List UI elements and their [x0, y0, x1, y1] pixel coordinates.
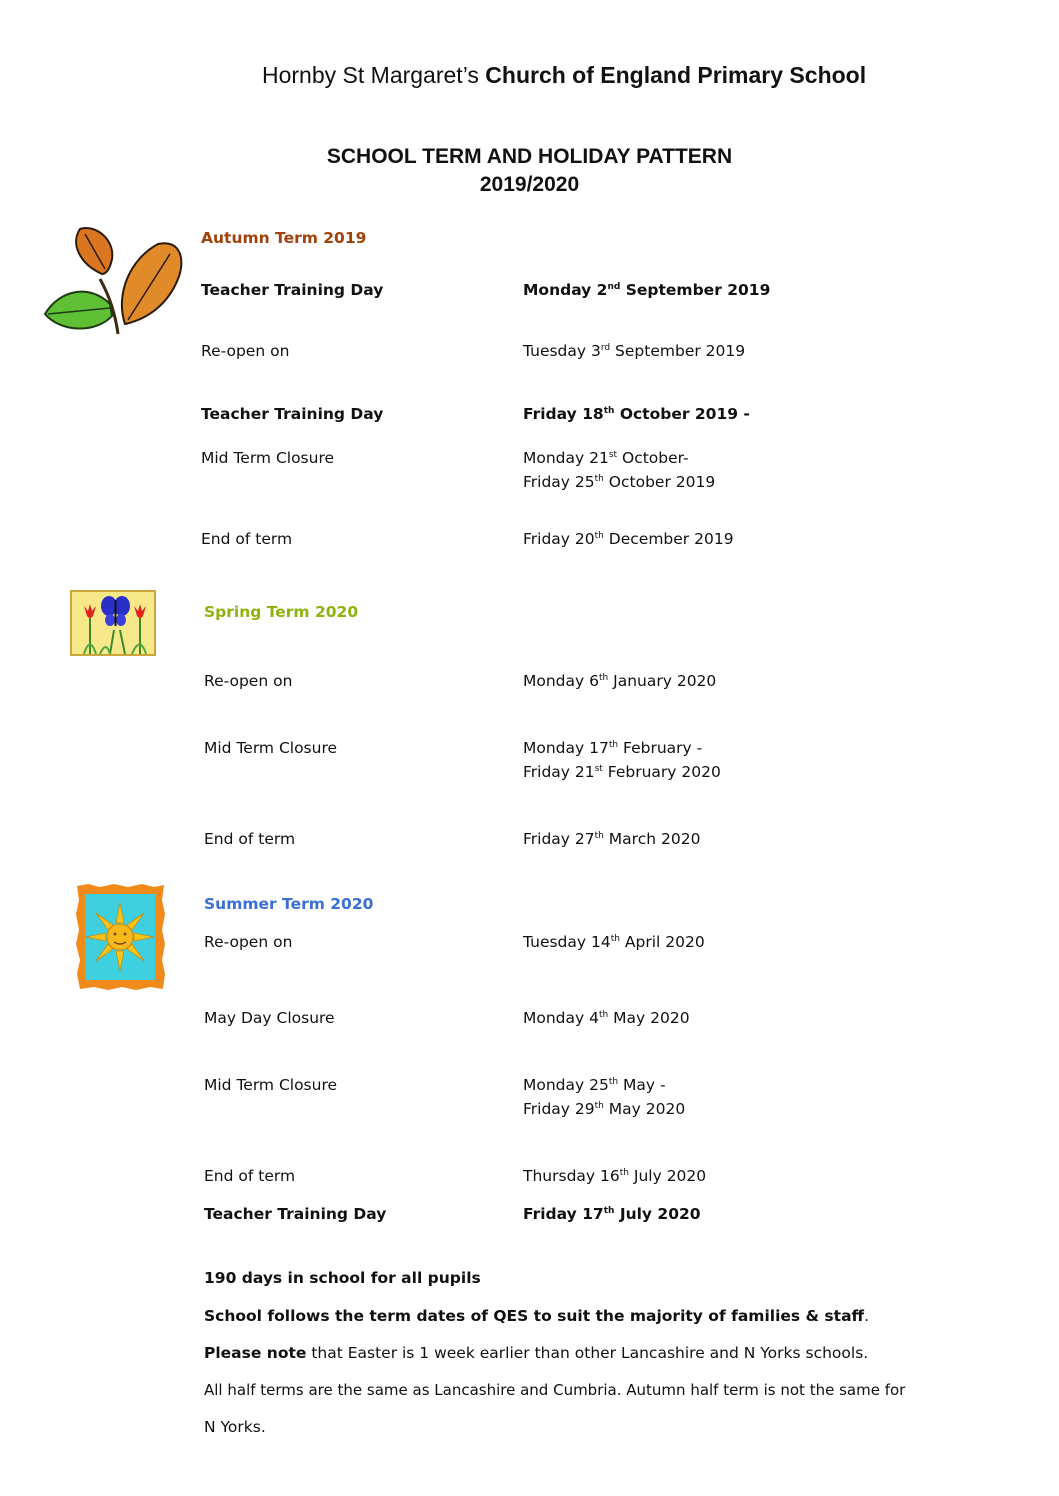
- autumn-row-3-value: Friday 18th October 2019 -: [523, 405, 750, 423]
- school-name-bold: Church of England Primary School: [485, 62, 867, 88]
- title-line-2: 2019/2020: [479, 173, 580, 196]
- summer-row-3-label: Mid Term Closure: [204, 1076, 338, 1094]
- autumn-row-4-value: Monday 21st October- Friday 25th October 2019: [523, 449, 716, 491]
- summer-row-4-label: End of term: [204, 1167, 296, 1185]
- spring-row-1-label: Re-open on: [204, 672, 293, 690]
- note-half-terms-2: N Yorks.: [204, 1418, 266, 1436]
- autumn-row-5-label: End of term: [201, 530, 293, 548]
- title-line-1: SCHOOL TERM AND HOLIDAY PATTERN: [326, 145, 733, 168]
- spring-row-3-label: End of term: [204, 830, 296, 848]
- autumn-row-3-label: Teacher Training Day: [201, 405, 384, 423]
- spring-term-heading: Spring Term 2020: [204, 603, 359, 621]
- tulips-butterfly-icon: [70, 590, 156, 656]
- autumn-row-4-label: Mid Term Closure: [201, 449, 335, 467]
- note-half-terms-1: All half terms are the same as Lancashire and Cumbria. Autumn half term is not the same for: [204, 1381, 906, 1399]
- summer-row-4-value: Thursday 16th July 2020: [523, 1167, 707, 1185]
- spring-row-2-value: Monday 17th February - Friday 21st February 2020: [523, 739, 721, 781]
- school-name-plain: Hornby St Margaret’s: [262, 62, 486, 88]
- spring-row-1-value: Monday 6th January 2020: [523, 672, 717, 690]
- summer-row-2-label: May Day Closure: [204, 1009, 335, 1027]
- autumn-term-heading: Autumn Term 2019: [201, 229, 367, 247]
- sun-icon: [74, 882, 166, 992]
- autumn-row-1-label: Teacher Training Day: [201, 281, 384, 299]
- note-easter: Please note that Easter is 1 week earlier than other Lancashire and N Yorks schools.: [204, 1344, 869, 1362]
- autumn-row-5-value: Friday 20th December 2019: [523, 530, 734, 548]
- note-days: 190 days in school for all pupils: [204, 1269, 481, 1287]
- summer-row-5-value: Friday 17th July 2020: [523, 1205, 701, 1223]
- note-qes: School follows the term dates of QES to suit the majority of families & staff.: [204, 1307, 870, 1325]
- summer-row-5-label: Teacher Training Day: [204, 1205, 387, 1223]
- document-title: [0, 143, 1059, 199]
- summer-term-heading: Summer Term 2020: [204, 895, 374, 913]
- autumn-row-2-value: Tuesday 3rd September 2019: [523, 342, 746, 360]
- summer-row-3-value: Monday 25th May - Friday 29th May 2020: [523, 1076, 686, 1118]
- oak-leaves-icon: [40, 224, 186, 344]
- autumn-row-1-value: Monday 2nd September 2019: [523, 281, 771, 299]
- autumn-row-2-label: Re-open on: [201, 342, 290, 360]
- summer-row-1-value: Tuesday 14th April 2020: [523, 933, 705, 951]
- summer-row-1-label: Re-open on: [204, 933, 293, 951]
- school-name: [262, 62, 866, 89]
- summer-row-2-value: Monday 4th May 2020: [523, 1009, 690, 1027]
- spring-row-2-label: Mid Term Closure: [204, 739, 338, 757]
- spring-row-3-value: Friday 27th March 2020: [523, 830, 701, 848]
